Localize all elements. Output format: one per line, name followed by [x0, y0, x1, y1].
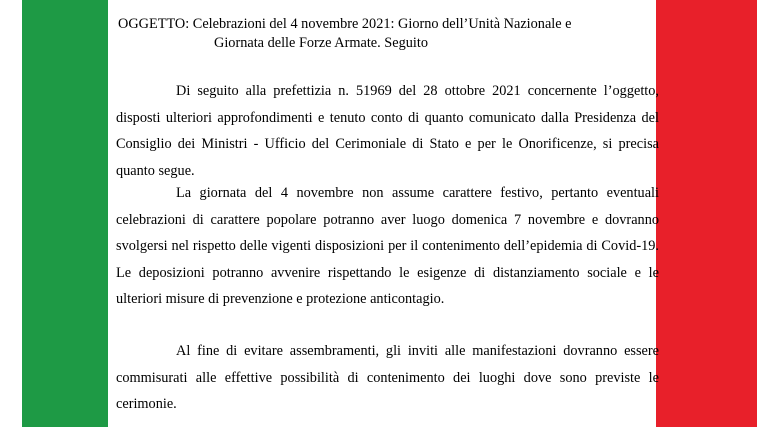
subject-line-2: Giornata delle Forze Armate. Seguito: [214, 35, 428, 51]
flag-red-band: [656, 0, 757, 427]
letter-body: [112, 0, 657, 427]
paragraph-2: La giornata del 4 novembre non assume carattere festivo, pertanto eventuali celebrazioni di carattere popolare potranno aver luogo domenica 7 novembre e dovranno svolgersi nel rispetto delle vigenti disposizioni per il contenimento dell’epidemia di Covid-19. Le deposizioni potranno avvenire rispettando le esigenze di distanziamento sociale e le ulteriori misure di prevenzione e protezione anticontagio.: [116, 185, 659, 307]
paragraph-1: Di seguito alla prefettizia n. 51969 del 28 ottobre 2021 concernente l’oggetto, disposti ulteriori approfondimenti e tenuto conto di quanto comunicato dalla Presidenza del Consiglio dei Ministri - Ufficio del Cerimoniale di Stato e per le Onorificenze, si precisa quanto segue.: [116, 83, 659, 179]
paragraph-3: Al fine di evitare assembramenti, gli inviti alle manifestazioni dovranno essere commisurati alle effettive possibilità di contenimento dei luoghi dove sono previste le cerimonie.: [116, 343, 659, 412]
subject-line-1: OGGETTO: Celebrazioni del 4 novembre 2021: Giorno dell’Unità Nazionale e: [118, 16, 572, 32]
subject-heading: [118, 15, 656, 53]
flag-green-band: [22, 0, 108, 427]
